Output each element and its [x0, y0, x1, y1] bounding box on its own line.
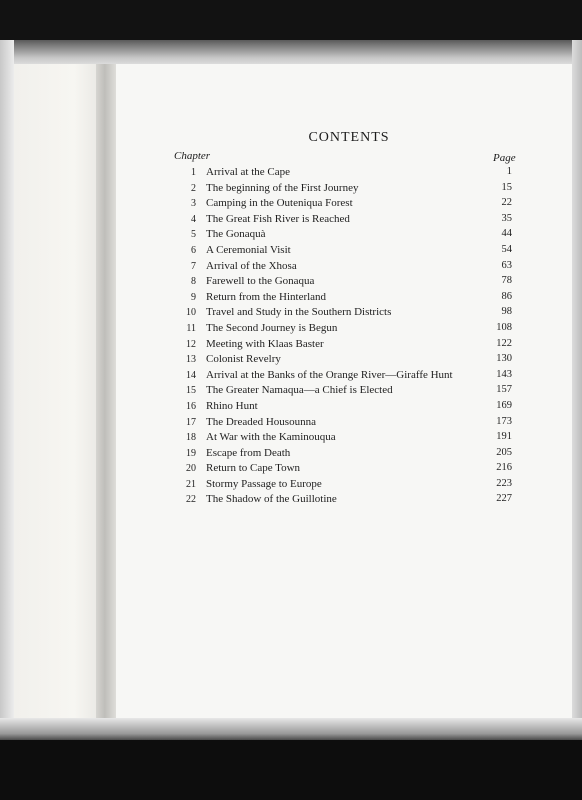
- chapter-number: 14: [186, 369, 196, 381]
- chapter-title: The Greater Namaqua—a Chief is Elected: [206, 384, 393, 397]
- page-number: 157: [496, 384, 512, 396]
- chapter-number: 15: [186, 385, 196, 397]
- page-number: 22: [501, 197, 512, 209]
- chapter-number: 17: [186, 416, 196, 428]
- book-gutter: [96, 64, 118, 724]
- chapter-title: Return from the Hinterland: [206, 290, 327, 303]
- chapter-title: Colonist Revelry: [206, 353, 281, 366]
- chapter-title: Travel and Study in the Southern Districts: [206, 306, 392, 319]
- chapter-title: At War with the Kaminouqua: [206, 431, 336, 444]
- chapter-title: The beginning of the First Journey: [206, 181, 359, 194]
- toc-entry: [172, 228, 516, 244]
- chapter-column-heading: Chapter: [174, 150, 211, 162]
- chapter-number: 21: [186, 478, 196, 490]
- table-of-contents: [172, 166, 516, 509]
- chapter-title: The Dreaded Housounna: [206, 415, 316, 428]
- chapter-number: 22: [186, 494, 196, 506]
- chapter-number: 13: [186, 354, 196, 366]
- chapter-title: Arrival at the Cape: [206, 166, 290, 178]
- page-number: 223: [496, 477, 512, 489]
- toc-entry: [172, 447, 516, 463]
- scanner-top-shadow: [0, 0, 582, 40]
- page-number: 130: [496, 353, 512, 365]
- chapter-number: 16: [186, 400, 196, 412]
- chapter-title: Stormy Passage to Europe: [206, 477, 322, 490]
- toc-entry: [172, 478, 516, 494]
- toc-entry: [172, 306, 516, 322]
- page-number: 173: [496, 415, 512, 427]
- toc-entry: [172, 493, 516, 509]
- toc-entry: [172, 197, 516, 213]
- page-number: 35: [501, 212, 512, 224]
- toc-entry: [172, 322, 516, 338]
- chapter-title: Arrival at the Banks of the Orange River—Giraffe Hunt: [206, 368, 453, 381]
- page-number: 63: [501, 259, 512, 271]
- contents-title: CONTENTS: [308, 130, 390, 145]
- page-number: 98: [501, 306, 512, 318]
- page-number: 1: [506, 166, 512, 177]
- toc-entry: [172, 369, 516, 385]
- chapter-number: 18: [186, 432, 196, 444]
- chapter-number: 20: [186, 463, 196, 475]
- page-number: 143: [496, 368, 512, 380]
- scanner-bottom-shadow: [0, 740, 582, 800]
- page-number: 122: [496, 337, 512, 349]
- chapter-title: The Gonaquà: [206, 228, 266, 241]
- chapter-title: Camping in the Outeniqua Forest: [206, 197, 353, 210]
- page-number: 169: [496, 399, 512, 411]
- toc-entry: [172, 166, 516, 182]
- page-number: 54: [501, 243, 512, 255]
- chapter-number: 11: [186, 322, 196, 334]
- toc-entry: [172, 353, 516, 369]
- chapter-number: 3: [191, 198, 196, 210]
- toc-entry: [172, 384, 516, 400]
- chapter-number: 2: [191, 182, 196, 194]
- page-number: 227: [496, 493, 512, 505]
- toc-entry: [172, 275, 516, 291]
- toc-entry: [172, 431, 516, 447]
- chapter-number: 12: [186, 338, 196, 350]
- chapter-title: Rhino Hunt: [206, 399, 258, 412]
- page-number: 216: [496, 462, 512, 474]
- chapter-title: The Great Fish River is Reached: [206, 212, 350, 225]
- page-number: 205: [496, 446, 512, 458]
- chapter-number: 19: [186, 447, 196, 459]
- chapter-title: Meeting with Klaas Baster: [206, 337, 324, 350]
- chapter-number: 7: [191, 260, 196, 272]
- chapter-number: 8: [191, 276, 196, 288]
- toc-entry: [172, 213, 516, 229]
- toc-entry: [172, 291, 516, 307]
- toc-entry: [172, 338, 516, 354]
- chapter-title: Escape from Death: [206, 446, 291, 459]
- toc-entry: [172, 462, 516, 478]
- chapter-number: 1: [191, 167, 196, 178]
- page-column-heading: Page: [493, 152, 516, 164]
- chapter-number: 5: [191, 229, 196, 241]
- book-left-edge: [0, 40, 14, 740]
- page-number: 108: [496, 321, 512, 333]
- chapter-title: Return to Cape Town: [206, 462, 301, 475]
- page-number: 86: [501, 290, 512, 302]
- chapter-number: 6: [191, 244, 196, 256]
- chapter-number: 10: [186, 307, 196, 319]
- toc-entry: [172, 260, 516, 276]
- chapter-title: Arrival of the Xhosa: [206, 259, 297, 272]
- page-number: 78: [501, 275, 512, 287]
- toc-entry: [172, 182, 516, 198]
- page-number: 15: [501, 181, 512, 193]
- chapter-number: 4: [191, 213, 196, 225]
- toc-entry: [172, 244, 516, 260]
- chapter-number: 9: [191, 291, 196, 303]
- page-number: 191: [496, 431, 512, 443]
- toc-entry: [172, 400, 516, 416]
- page-number: 44: [501, 228, 512, 240]
- chapter-title: A Ceremonial Visit: [206, 243, 291, 256]
- chapter-title: The Shadow of the Guillotine: [206, 493, 337, 506]
- chapter-title: The Second Journey is Begun: [206, 321, 338, 334]
- chapter-title: Farewell to the Gonaqua: [206, 275, 315, 288]
- left-page: [14, 64, 100, 724]
- toc-entry: [172, 416, 516, 432]
